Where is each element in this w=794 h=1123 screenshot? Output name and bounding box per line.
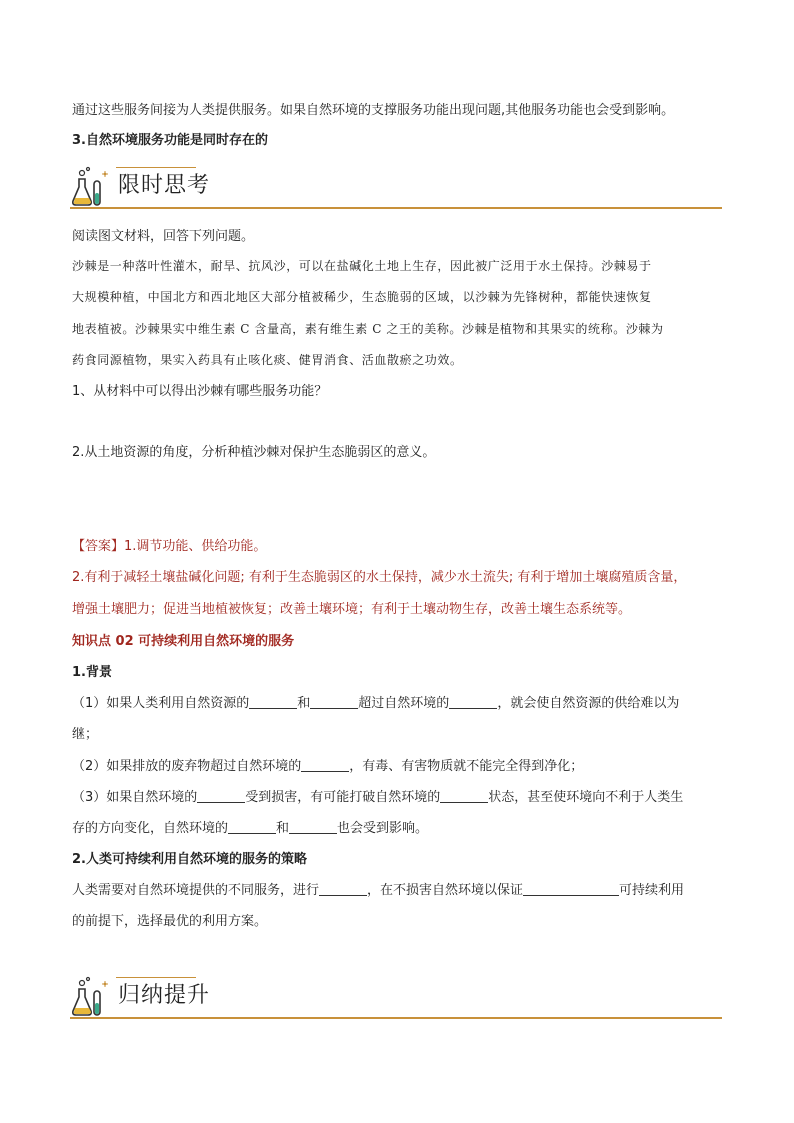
- lab-flask-icon: [70, 975, 112, 1017]
- fill-blank[interactable]: [249, 694, 297, 709]
- lab-flask-icon: [70, 165, 112, 207]
- question-2: 2.从土地资源的角度，分析种植沙棘对保护生态脆弱区的意义。: [72, 445, 436, 460]
- material-line-3: 地表植被。沙棘果实中维生素 C 含量高，素有维生素 C 之王的美称。沙棘是植物和其果实的统称。沙棘为: [72, 322, 664, 336]
- answer-2-line-2: 增强土壤肥力；促进当地植被恢复；改善土壤环境；有利于土壤动物生存，改善土壤生态系统等。: [72, 602, 632, 617]
- text-fragment: 超过自然环境的: [358, 696, 450, 711]
- text-fragment: 人类需要对自然环境提供的不同服务，进行: [72, 883, 320, 898]
- text-fragment: 存的方向变化，自然环境的: [72, 821, 229, 836]
- text-fragment: ，在不损害自然环境以保证: [367, 883, 524, 898]
- section-header-summary: [70, 973, 722, 1019]
- background-point-1: [72, 694, 722, 714]
- reading-intro: 阅读图文材料，回答下列问题。: [72, 229, 255, 244]
- answer-1: [72, 537, 722, 557]
- text-fragment: （1）如果人类利用自然资源的: [72, 696, 250, 711]
- section-header-thinking: [70, 163, 722, 209]
- fill-blank[interactable]: [228, 819, 276, 834]
- text-fragment: ，有毒、有害物质就不能完全得到净化；: [349, 759, 584, 774]
- section-title-summary: 归纳提升: [118, 983, 211, 1008]
- fill-blank[interactable]: [319, 881, 367, 896]
- material-line-1: 沙棘是一种落叶性灌木，耐旱、抗风沙，可以在盐碱化土地上生存，因此被广泛用于水土保持。沙棘易于: [72, 259, 652, 273]
- material-line-4: 药食同源植物，果实入药具有止咳化痰、健胃消食、活血散瘀之功效。: [72, 353, 463, 367]
- background-point-3-cont: [72, 819, 722, 839]
- knowledge-point-02-title: 知识点 02 可持续利用自然环境的服务: [72, 634, 295, 649]
- fill-blank[interactable]: [440, 788, 488, 803]
- text-fragment: ，就会使自然资源的供给难以为: [497, 696, 680, 711]
- text-fragment: 和: [276, 821, 290, 836]
- section-title-thinking: 限时思考: [118, 173, 211, 198]
- heading-simultaneous: 3.自然环境服务功能是同时存在的: [72, 133, 268, 148]
- fill-blank[interactable]: [523, 881, 619, 896]
- fill-blank[interactable]: [310, 694, 358, 709]
- text-fragment: 和: [297, 696, 311, 711]
- text-fragment: 受到损害，有可能打破自然环境的: [245, 790, 441, 805]
- header-underline: [70, 1017, 722, 1019]
- question-1: 1、从材料中可以得出沙棘有哪些服务功能？: [72, 384, 328, 399]
- header-underline: [70, 207, 722, 209]
- background-heading: 1.背景: [72, 665, 112, 680]
- text-fragment: 也会受到影响。: [337, 821, 429, 836]
- fill-blank[interactable]: [301, 757, 349, 772]
- fill-blank[interactable]: [289, 819, 337, 834]
- text-fragment: 状态，甚至使环境向不利于人类生: [488, 790, 684, 805]
- strategy-paragraph: [72, 881, 722, 901]
- text-fragment: 可持续利用: [619, 883, 685, 898]
- answer-label: 【答案】: [72, 539, 125, 554]
- paragraph-support-services: 通过这些服务间接为人类提供服务。如果自然环境的支撑服务功能出现问题,其他服务功能也会受到影响。: [72, 103, 675, 118]
- strategy-paragraph-cont: 的前提下，选择最优的利用方案。: [72, 914, 268, 929]
- strategy-heading: 2.人类可持续利用自然环境的服务的策略: [72, 852, 307, 867]
- fill-blank[interactable]: [449, 694, 497, 709]
- answer-1-text: 1.调节功能、供给功能。: [124, 539, 267, 554]
- answer-2-line-1: 2.有利于减轻土壤盐碱化问题; 有利于生态脆弱区的水土保持，减少水土流失; 有利于增加土壤腐殖质含量，: [72, 570, 687, 585]
- text-fragment: （3）如果自然环境的: [72, 790, 198, 805]
- header-top-rule: [116, 977, 196, 978]
- material-line-2: 大规模种植，中国北方和西北地区大部分植被稀少，生态脆弱的区域，以沙棘为先锋树种，都能快速恢复: [72, 290, 652, 304]
- background-point-2: [72, 757, 722, 777]
- text-fragment: （2）如果排放的废弃物超过自然环境的: [72, 759, 302, 774]
- background-point-3: [72, 788, 722, 808]
- background-point-1-cont: 继；: [72, 727, 99, 742]
- fill-blank[interactable]: [197, 788, 245, 803]
- header-top-rule: [116, 167, 196, 168]
